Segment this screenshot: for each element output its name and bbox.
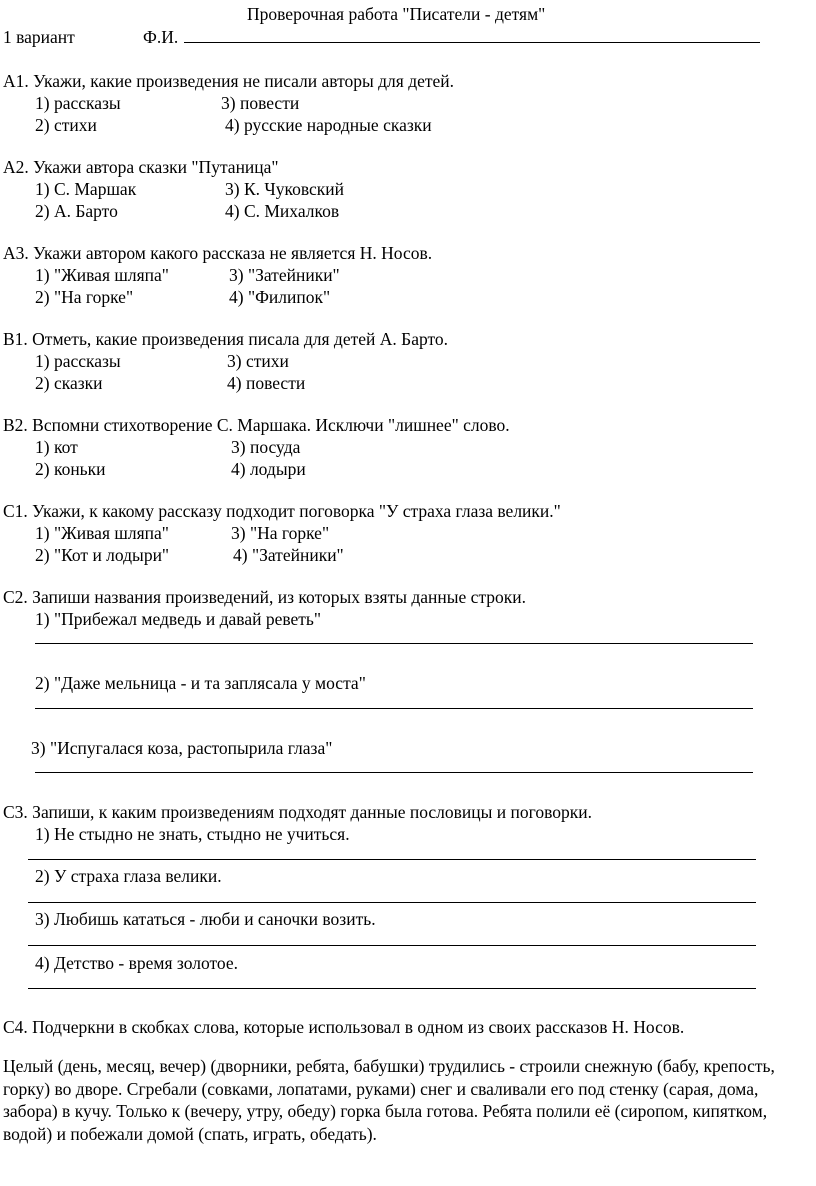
variant-label: 1 вариант (3, 27, 75, 47)
option: 2) "На горке" (35, 287, 134, 307)
option: 1) "Живая шляпа" (35, 523, 169, 543)
option: 4) "Затейники" (233, 545, 344, 565)
option: 4) русские народные сказки (225, 115, 432, 135)
question-b2: В2. Вспомни стихотворение С. Маршака. Исключи "лишнее" слово. (3, 415, 510, 435)
option: 4) лодыри (231, 459, 306, 479)
answer-line[interactable] (28, 945, 756, 946)
c3-item: 1) Не стыдно не знать, стыдно не учиться. (35, 824, 350, 844)
question-c1: С1. Укажи, к какому рассказу подходит поговорка "У страха глаза велики." (3, 501, 561, 521)
option: 3) посуда (231, 437, 301, 457)
question-b1: В1. Отметь, какие произведения писала для детей А. Барто. (3, 329, 449, 349)
answer-line[interactable] (28, 859, 756, 860)
option: 3) "На горке" (231, 523, 330, 543)
question-a2: А2. Укажи автора сказки "Путаница" (3, 157, 279, 177)
name-underline (184, 42, 760, 43)
c3-item: 3) Любишь кататься - люби и саночки возить. (35, 909, 376, 929)
question-c4: С4. Подчеркни в скобках слова, которые использовал в одном из своих рассказов Н. Носов. (3, 1017, 685, 1037)
option: 3) "Затейники" (229, 265, 340, 285)
name-label: Ф.И. (143, 27, 179, 47)
c3-item: 2) У страха глаза велики. (35, 866, 222, 886)
option: 2) сказки (35, 373, 103, 393)
option: 2) А. Барто (35, 201, 118, 221)
answer-line[interactable] (35, 772, 753, 773)
option: 2) "Кот и лодыри" (35, 545, 170, 565)
question-c2: С2. Запиши названия произведений, из которых взяты данные строки. (3, 587, 527, 607)
option: 1) рассказы (35, 93, 121, 113)
option: 1) кот (35, 437, 78, 457)
c2-item: 1) "Прибежал медведь и давай реветь" (35, 609, 322, 629)
option: 3) стихи (227, 351, 289, 371)
option: 2) коньки (35, 459, 106, 479)
answer-line[interactable] (28, 988, 756, 989)
question-c3: С3. Запиши, к каким произведениям подходят данные пословицы и поговорки. (3, 802, 593, 822)
option: 4) "Филипок" (229, 287, 331, 307)
answer-line[interactable] (35, 708, 753, 709)
option: 2) стихи (35, 115, 97, 135)
option: 3) К. Чуковский (225, 179, 345, 199)
answer-line[interactable] (28, 902, 756, 903)
question-a1: А1. Укажи, какие произведения не писали авторы для детей. (3, 71, 455, 91)
option: 4) С. Михалков (225, 201, 340, 221)
option: 1) рассказы (35, 351, 121, 371)
c3-item: 4) Детство - время золотое. (35, 953, 239, 973)
option: 4) повести (227, 373, 306, 393)
c4-paragraph: Целый (день, месяц, вечер) (дворники, ребята, бабушки) трудились - строили снежную (бабу, крепость, горку) во дворе. Сгребали (совками, лопатами, руками) снег и сваливали его под стенку (сарая, дома, забора) в кучу. Только к (вечеру, утру, обеду) горка была готова. Ребята полили её (сиропом, кипятком, водой) и побежали домой (спать, играть, обедать). (3, 1056, 775, 1144)
question-a3: А3. Укажи автором какого рассказа не является Н. Носов. (3, 243, 433, 263)
page-title: Проверочная работа "Писатели - детям" (247, 4, 546, 24)
c2-item: 3) "Испугалася коза, растопырила глаза" (31, 738, 333, 758)
c2-item: 2) "Даже мельница - и та заплясала у моста" (35, 673, 366, 693)
option: 3) повести (221, 93, 300, 113)
option: 1) "Живая шляпа" (35, 265, 169, 285)
option: 1) С. Маршак (35, 179, 137, 199)
answer-line[interactable] (35, 643, 753, 644)
